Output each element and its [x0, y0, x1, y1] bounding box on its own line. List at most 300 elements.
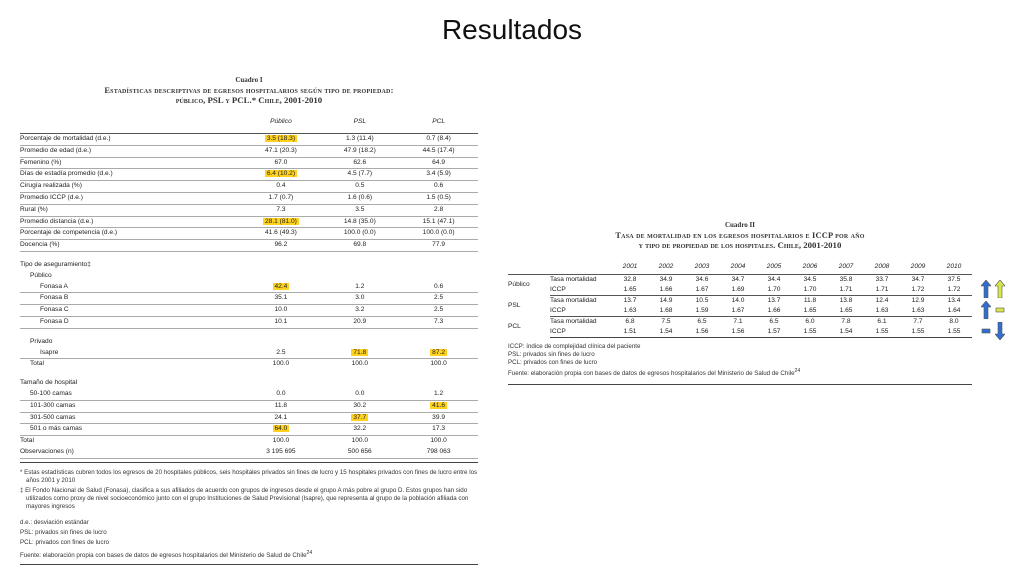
seguro-header: Tipo de aseguramiento‡	[20, 260, 91, 268]
cell-value: 1.55	[792, 327, 828, 338]
cell-value: 1.70	[756, 285, 792, 296]
table1-panel	[20, 76, 478, 567]
cell-value	[241, 282, 320, 293]
cell-value: 6.1	[877, 318, 887, 325]
value: 64.9	[432, 158, 446, 166]
value: 24.1	[274, 413, 288, 421]
cell-value: 1.66	[756, 306, 792, 317]
table-row	[20, 424, 478, 436]
row-label: Rural (%)	[20, 204, 241, 216]
value: 0.5	[355, 182, 365, 190]
table1	[20, 115, 478, 459]
table1-header-row	[20, 115, 478, 129]
table2-panel	[508, 221, 972, 385]
row-label: Total	[20, 436, 241, 447]
row-label: Días de estadía promedio (d.e.)	[20, 169, 241, 181]
row-label: 301-500 camas	[20, 412, 241, 424]
privado-label: Privado	[30, 337, 53, 345]
table-row	[508, 285, 972, 296]
table-row	[508, 275, 972, 286]
row-label: Fonasa A	[20, 282, 241, 293]
cell-value: 12.4	[875, 297, 889, 304]
table2	[508, 260, 972, 338]
table-row	[508, 296, 972, 307]
cell-value: 34.5	[803, 276, 817, 283]
cell-value	[399, 412, 478, 424]
cell-value: 1.65	[828, 306, 864, 317]
slide-title: Resultados	[441, 14, 583, 45]
year-header: 2010	[936, 260, 972, 275]
cell-value: 1.63	[900, 306, 936, 317]
cell-value: 7.1	[733, 318, 743, 325]
highlighted-value: 42.4	[274, 282, 288, 290]
table2-caption	[508, 221, 972, 250]
highlighted-value: 87.2	[432, 348, 446, 356]
arrow-down-icon	[995, 322, 1005, 340]
cell-value	[320, 169, 399, 181]
table-row	[20, 305, 478, 317]
value: 100.0 (0.0)	[422, 229, 455, 237]
cell-value	[399, 400, 478, 412]
cell-value	[399, 293, 478, 305]
cell-value	[320, 447, 399, 458]
cell-value: 1.55	[864, 327, 900, 338]
cell-value	[241, 389, 320, 400]
metric-label: ICCP	[550, 327, 612, 338]
table1-source: Fuente: elaboración propia con bases de datos de egresos hospitalarios del Ministerio de Salud de Chile$^{24}$	[20, 549, 478, 565]
cell-value	[241, 305, 320, 317]
cell-value: 33.7	[875, 276, 889, 283]
value: 67.0	[274, 158, 288, 166]
cell-value: 6.5	[769, 318, 779, 325]
value: 3.2	[355, 306, 365, 314]
highlighted-value: 64.0	[274, 425, 288, 433]
cell-value: 6.8	[625, 318, 635, 325]
cell-value: 34.4	[767, 276, 781, 283]
value: 10.0	[274, 306, 288, 314]
cell-value	[399, 169, 478, 181]
metric-label: ICCP	[550, 285, 612, 296]
cell-value: 1.66	[648, 285, 684, 296]
table2-number: Cuadro II	[724, 221, 756, 229]
cell-value	[241, 348, 320, 359]
cell-value: 37.5	[947, 276, 961, 283]
table-row	[20, 228, 478, 240]
cell-value: 6.5	[697, 318, 707, 325]
year-header: 2004	[720, 260, 756, 275]
value: 7.3	[276, 205, 286, 213]
table-row	[20, 348, 478, 359]
equal-icon	[981, 322, 991, 340]
value: 100.0	[430, 360, 447, 368]
highlighted-value: 71.8	[353, 348, 367, 356]
cell-value	[320, 389, 399, 400]
table1-caption	[20, 76, 478, 105]
row-label: 50-100 camas	[20, 389, 241, 400]
note-dagger: ‡ El Fondo Nacional de Salud (Fonasa), clasifica a sus afiliados de acuerdo con grupos de ingresos desde el grupo A más pobre al grupo D. Estos grupos han sido utilizados como proxy de nivel socioeconómico junto con el grupo Instituciones de Salud Previsional (Isapre), que representa al grupo de la población afiliada con mayores ingresos	[20, 486, 469, 510]
highlighted-value: 3.5 (18.3)	[266, 135, 296, 142]
table-row	[20, 447, 478, 458]
value: 44.5 (17.4)	[422, 146, 455, 154]
arrow-up-icon	[981, 280, 991, 298]
cell-value: 1.72	[936, 285, 972, 296]
cell-value	[241, 436, 320, 447]
cell-value	[320, 436, 399, 447]
value: 35.1	[274, 294, 288, 302]
value: 0.4	[276, 182, 286, 190]
cell-value: 14.9	[659, 297, 673, 304]
cell-value: 10.5	[695, 297, 709, 304]
arrow-up-icon	[995, 280, 1005, 298]
cell-value	[320, 145, 399, 157]
cell-value	[320, 240, 399, 252]
note-pcl: PCL: privados con fines de lucro	[508, 359, 598, 366]
cell-value	[241, 424, 320, 436]
value: 1.2	[355, 282, 365, 290]
cell-value: 1.69	[720, 285, 756, 296]
table1-number: Cuadro I	[235, 76, 263, 84]
cell-value: 13.7	[623, 297, 637, 304]
value: 32.2	[353, 425, 367, 433]
cell-value	[399, 389, 478, 400]
cell-value: 1.64	[936, 306, 972, 317]
cell-value: 1.54	[828, 327, 864, 338]
cell-value	[399, 240, 478, 252]
table1-title-line2: público, PSL y PCL.* Chile, 2001-2010	[175, 95, 323, 105]
year-header: 2009	[900, 260, 936, 275]
row-label: Fonasa D	[20, 316, 241, 328]
cell-value	[241, 240, 320, 252]
value: 1.5 (0.5)	[426, 193, 451, 201]
table-row	[20, 216, 478, 228]
cell-value	[399, 348, 478, 359]
cell-value: 35.8	[839, 276, 853, 283]
cell-value	[320, 134, 399, 146]
row-label: Total	[30, 360, 44, 368]
value: 3.5	[355, 205, 365, 213]
table1-col-header: PCL	[432, 117, 446, 125]
value: 96.2	[274, 241, 288, 249]
value: 14.8 (35.0)	[343, 217, 376, 225]
group-label: PSL	[508, 302, 521, 309]
cell-value	[320, 412, 399, 424]
value: 2.8	[434, 205, 444, 213]
table-row	[508, 306, 972, 317]
table1-col-header: PSL	[353, 117, 367, 125]
group-label: PCL	[508, 323, 521, 330]
cell-value: 1.63	[864, 306, 900, 317]
cell-value	[399, 157, 478, 169]
row-label: Cirugía realizada (%)	[20, 181, 241, 193]
cell-value: 1.57	[756, 327, 792, 338]
value: 3.4 (5.9)	[426, 170, 451, 178]
cell-value: 1.68	[648, 306, 684, 317]
row-label: Porcentaje de mortalidad (d.e.)	[20, 134, 241, 146]
cell-value: 34.6	[695, 276, 709, 283]
cell-value	[399, 436, 478, 447]
value: 100.0 (0.0)	[343, 229, 376, 237]
table-row	[20, 181, 478, 193]
cell-value	[399, 305, 478, 317]
cell-value	[320, 181, 399, 193]
abbr-psl: PSL: privados sin fines de lucro	[20, 528, 107, 536]
cell-value	[399, 192, 478, 204]
cell-value: 7.7	[913, 318, 923, 325]
cell-value: 1.54	[648, 327, 684, 338]
value: 10.1	[274, 317, 288, 325]
year-header: 2002	[648, 260, 684, 275]
table2-notes	[508, 343, 972, 385]
row-label: 501 o más camas	[20, 424, 241, 436]
value: 0.6	[434, 282, 444, 290]
table-row	[20, 412, 478, 424]
value: 4.5 (7.7)	[347, 170, 373, 178]
cell-value: 1.67	[720, 306, 756, 317]
value: 100.0	[272, 360, 290, 368]
cell-value: 1.65	[792, 306, 828, 317]
group-label: Público	[508, 281, 530, 289]
value: 2.5	[276, 348, 286, 356]
cell-value	[320, 348, 399, 359]
cell-value	[241, 412, 320, 424]
cell-value: 1.65	[612, 285, 648, 296]
cell-value: 1.70	[792, 285, 828, 296]
cell-value: 12.9	[911, 297, 925, 304]
cell-value	[241, 145, 320, 157]
note-psl: PSL: privados sin fines de lucro	[508, 351, 595, 358]
cell-value: 8.0	[949, 318, 959, 325]
cell-value	[241, 400, 320, 412]
table-row	[508, 327, 972, 338]
table2-source: Fuente: elaboración propia con bases de datos de egresos hospitalarios del Ministerio de Salud de Chile$^{24}$	[508, 368, 801, 378]
cell-value: 11.8	[803, 297, 817, 304]
metric-label: ICCP	[550, 306, 612, 317]
row-label: Docencia (%)	[20, 240, 241, 252]
cell-value	[320, 305, 399, 317]
cell-value: 7.5	[661, 318, 671, 325]
row-label: Fonasa C	[20, 305, 241, 317]
value: 69.8	[353, 241, 367, 249]
table1-col-header: Público	[270, 117, 292, 125]
metric-label: Tasa mortalidad	[550, 318, 597, 325]
highlighted-value: 41.6	[432, 401, 446, 409]
cell-value	[320, 293, 399, 305]
year-header: 2001	[612, 260, 648, 275]
row-label: Isapre	[20, 348, 241, 359]
table2-title-line1: Tasa de mortalidad en los egresos hospitalarios e ICCP por año	[615, 231, 865, 240]
value: 0.0	[276, 389, 286, 397]
arrow-up-icon	[981, 301, 991, 319]
table-row	[20, 157, 478, 169]
table1-title-line1: Estadísticas descriptivas de egresos hospitalarios según tipo de propiedad:	[104, 86, 394, 95]
cell-value: 1.71	[828, 285, 864, 296]
value: 17.3	[432, 425, 446, 433]
table-row	[20, 169, 478, 181]
cell-value: 1.56	[720, 327, 756, 338]
cell-value	[241, 157, 320, 169]
table-row	[20, 192, 478, 204]
table-row	[508, 317, 972, 328]
value: 0.7 (8.4)	[426, 135, 451, 142]
cell-value	[399, 359, 478, 370]
value: 1.7 (0.7)	[268, 193, 294, 201]
cell-value	[399, 447, 478, 458]
cell-value: 34.9	[659, 276, 673, 283]
row-label: Observaciones (n)	[20, 447, 241, 458]
note-star: * Estas estadísticas cubren todos los egresos de 20 hospitales públicos, seis hospitales privados sin fines de lucro y 15 hospitales privados con fines de lucro entre los años 2001 y 2010	[20, 468, 478, 484]
table-row	[20, 389, 478, 400]
note-iccp: ICCP: índice de complejidad clínica del paciente	[508, 343, 641, 350]
cell-value	[320, 216, 399, 228]
cell-value: 1.63	[612, 306, 648, 317]
cell-value	[320, 228, 399, 240]
cell-value	[241, 204, 320, 216]
value: 62.6	[353, 158, 367, 166]
year-header: 2007	[828, 260, 864, 275]
value: 2.5	[434, 306, 444, 314]
value: 0.6	[434, 182, 444, 190]
value: 39.9	[432, 413, 446, 421]
cell-value: 1.71	[864, 285, 900, 296]
row-label: 101-300 camas	[20, 400, 241, 412]
cell-value	[399, 216, 478, 228]
value: 798 063	[426, 447, 451, 455]
table-row	[20, 240, 478, 252]
value: 100.0	[351, 437, 369, 445]
cell-value: 6.0	[805, 318, 815, 325]
value: 47.9 (18.2)	[343, 146, 376, 154]
year-header: 2008	[864, 260, 900, 275]
cell-value: 32.8	[623, 276, 637, 283]
table-row	[20, 282, 478, 293]
row-label: Porcentaje de competencia (d.e.)	[20, 228, 241, 240]
table-row	[20, 400, 478, 412]
value: 1.2	[434, 389, 444, 397]
highlighted-value: 28.1 (81.0)	[264, 217, 297, 225]
value: 1.3 (11.4)	[345, 135, 374, 142]
tamano-header: Tamaño de hospital	[20, 379, 78, 387]
cell-value: 1.55	[936, 327, 972, 338]
value: 1.6 (0.6)	[347, 193, 373, 201]
year-header: 2006	[792, 260, 828, 275]
cell-value	[320, 400, 399, 412]
cell-value: 7.8	[841, 318, 851, 325]
cell-value	[241, 316, 320, 328]
year-header: 2005	[756, 260, 792, 275]
cell-value: 13.7	[767, 297, 781, 304]
cell-value	[241, 359, 320, 370]
value: 3.0	[355, 294, 365, 302]
cell-value	[399, 181, 478, 193]
cell-value	[241, 293, 320, 305]
value: 41.6 (49.3)	[264, 229, 297, 237]
cell-value	[320, 204, 399, 216]
cell-value: 34.7	[731, 276, 745, 283]
cell-value: 1.56	[684, 327, 720, 338]
cell-value	[241, 228, 320, 240]
cell-value: 13.4	[947, 297, 961, 304]
cell-value	[241, 192, 320, 204]
table-row	[20, 293, 478, 305]
abbr-pcl: PCL: privados con fines de lucro	[20, 538, 110, 546]
cell-value: 14.0	[731, 297, 745, 304]
value: 15.1 (47.1)	[422, 217, 455, 225]
highlighted-value: 6.4 (10.2)	[266, 170, 296, 178]
value: 11.8	[274, 401, 288, 409]
cell-value	[320, 192, 399, 204]
cell-value	[320, 424, 399, 436]
metric-label: Tasa mortalidad	[550, 297, 597, 304]
value: 3 195 695	[266, 447, 296, 455]
table-row	[20, 316, 478, 328]
cell-value	[399, 282, 478, 293]
value: 100.0	[351, 360, 369, 368]
cell-value	[241, 181, 320, 193]
cell-value: 1.55	[900, 327, 936, 338]
cell-value	[399, 134, 478, 146]
cell-value	[241, 169, 320, 181]
cell-value: 1.72	[900, 285, 936, 296]
row-label: Promedio distancia (d.e.)	[20, 216, 241, 228]
value: 47.1 (20.3)	[264, 146, 297, 154]
value: 77.9	[432, 241, 446, 249]
value: 30.2	[353, 401, 367, 409]
table-row	[20, 204, 478, 216]
row-label: Promedio ICCP (d.e.)	[20, 192, 241, 204]
cell-value	[399, 145, 478, 157]
cell-value	[320, 359, 399, 370]
value: 500 656	[347, 447, 372, 455]
value: 7.3	[434, 317, 444, 325]
row-label: Promedio de edad (d.e.)	[20, 145, 241, 157]
cell-value	[241, 216, 320, 228]
table2-title-line2: y tipo de propiedad de los hospitales. Chile, 2001-2010	[638, 240, 842, 250]
value: 20.9	[353, 317, 367, 325]
table-row	[20, 134, 478, 146]
cell-value	[320, 282, 399, 293]
cell-value: 34.7	[911, 276, 925, 283]
cell-value	[241, 447, 320, 458]
row-label: Fonasa B	[20, 293, 241, 305]
table-row	[20, 145, 478, 157]
cell-value: 1.59	[684, 306, 720, 317]
value: 100.0	[430, 437, 447, 445]
table-row	[20, 359, 478, 370]
cell-value: 13.8	[839, 297, 853, 304]
metric-label: Tasa mortalidad	[550, 276, 597, 283]
cell-value	[320, 157, 399, 169]
value: 0.0	[355, 389, 365, 397]
publico-label: Público	[30, 271, 52, 279]
table-row	[20, 436, 478, 447]
cell-value: 1.67	[684, 285, 720, 296]
year-header: 2003	[684, 260, 720, 275]
cell-value	[241, 134, 320, 146]
cell-value	[399, 424, 478, 436]
table1-notes	[20, 469, 478, 565]
equal-icon	[995, 301, 1005, 319]
abbr-de: d.e.: desviación estándar	[20, 518, 89, 526]
cell-value: 1.51	[612, 327, 648, 338]
value: 2.5	[434, 294, 444, 302]
cell-value	[320, 316, 399, 328]
highlighted-value: 37.7	[353, 413, 367, 421]
cell-value	[399, 204, 478, 216]
value: 100.0	[272, 437, 290, 445]
row-label: Femenino (%)	[20, 157, 241, 169]
cell-value	[399, 316, 478, 328]
cell-value	[399, 228, 478, 240]
